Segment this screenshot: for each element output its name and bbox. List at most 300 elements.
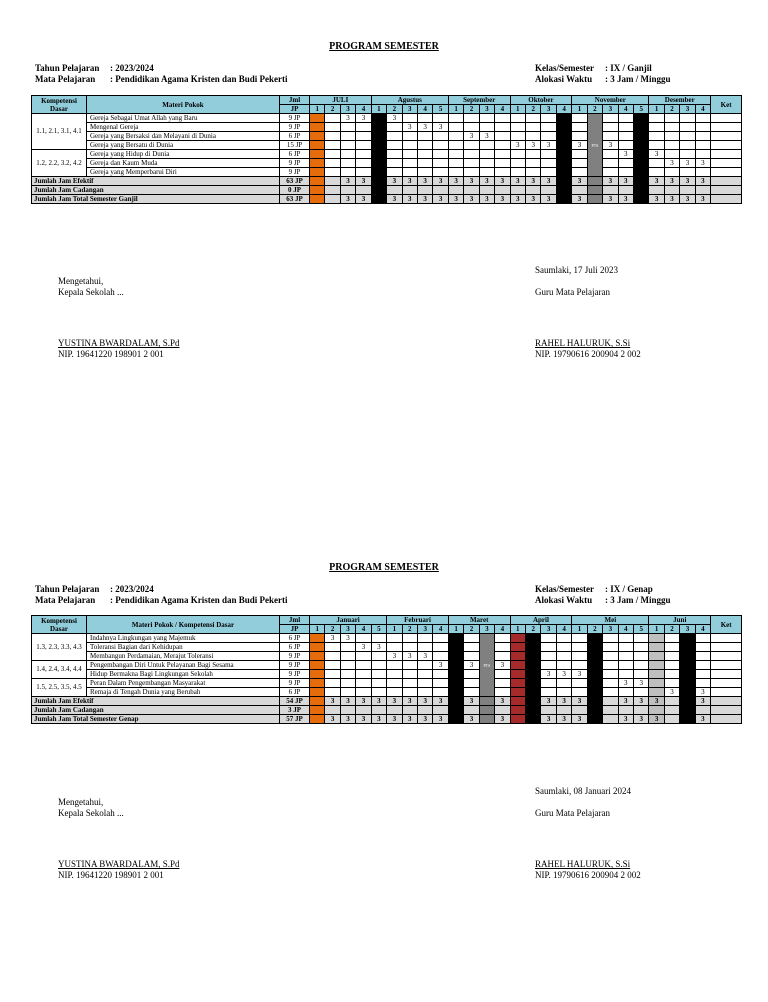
mapel-value: : Pendidikan Agama Kristen dan Budi Pekerti bbox=[110, 595, 288, 605]
week-cell: 3 bbox=[495, 195, 510, 204]
week-cell bbox=[695, 706, 710, 715]
week-cell bbox=[633, 159, 648, 168]
teacher-nip: NIP. 19790616 200904 2 002 bbox=[535, 349, 641, 359]
week-cell bbox=[541, 688, 556, 697]
week-cell bbox=[387, 634, 402, 643]
week-cell bbox=[402, 186, 417, 195]
month-header: Agustus bbox=[371, 96, 448, 105]
teacher-name: RAHEL HALURUK, S.Si bbox=[535, 859, 631, 869]
week-number: 1 bbox=[649, 105, 664, 114]
month-header: September bbox=[448, 96, 510, 105]
week-cell bbox=[310, 186, 325, 195]
week-cell bbox=[695, 670, 710, 679]
week-cell bbox=[433, 643, 448, 652]
ket-cell bbox=[711, 688, 742, 697]
week-cell bbox=[448, 141, 463, 150]
tahun-value: : 2023/2024 bbox=[110, 584, 154, 594]
week-cell bbox=[556, 688, 571, 697]
week-cell bbox=[603, 168, 618, 177]
week-cell bbox=[572, 679, 587, 688]
week-cell bbox=[448, 114, 463, 123]
week-cell bbox=[664, 643, 679, 652]
week-cell: 3 bbox=[556, 697, 571, 706]
week-cell: 3 bbox=[664, 688, 679, 697]
week-cell bbox=[387, 150, 402, 159]
meta-left-genap bbox=[35, 584, 288, 606]
week-cell bbox=[325, 706, 340, 715]
week-cell: 3 bbox=[356, 643, 371, 652]
week-cell: 3 bbox=[587, 715, 602, 724]
week-cell bbox=[433, 688, 448, 697]
week-cell bbox=[603, 159, 618, 168]
week-number: 1 bbox=[572, 105, 587, 114]
week-cell bbox=[433, 186, 448, 195]
week-number: 2 bbox=[526, 105, 541, 114]
week-cell bbox=[695, 661, 710, 670]
week-cell: 3 bbox=[587, 697, 602, 706]
week-cell bbox=[541, 643, 556, 652]
alokasi-label: Alokasi Waktu bbox=[535, 74, 593, 84]
summary-label: Jumlah Jam Efektif bbox=[32, 697, 280, 706]
week-cell: 3 bbox=[417, 177, 432, 186]
week-cell: 3 bbox=[418, 652, 433, 661]
ket-cell bbox=[711, 132, 742, 141]
table-row bbox=[32, 652, 742, 661]
week-cell bbox=[572, 123, 587, 132]
signature-teacher-genap bbox=[535, 786, 641, 881]
jp-cell: 6 JP bbox=[280, 150, 310, 159]
week-cell bbox=[541, 634, 556, 643]
week-cell bbox=[572, 643, 587, 652]
week-cell: 3 bbox=[556, 670, 571, 679]
header-kompetensi-dasar: Kompetensi Dasar bbox=[32, 96, 87, 114]
week-cell bbox=[387, 168, 402, 177]
week-cell bbox=[448, 186, 463, 195]
week-cell: 3 bbox=[649, 177, 664, 186]
week-cell: 3 bbox=[695, 715, 710, 724]
week-cell bbox=[526, 670, 541, 679]
week-cell bbox=[402, 706, 417, 715]
week-cell bbox=[387, 679, 402, 688]
week-cell: 3 bbox=[618, 715, 633, 724]
week-cell: 3 bbox=[541, 670, 556, 679]
week-cell bbox=[649, 186, 664, 195]
week-cell bbox=[603, 706, 618, 715]
sign-role-teacher: Guru Mata Pelajaran bbox=[535, 287, 610, 297]
week-cell bbox=[603, 697, 618, 706]
week-cell bbox=[310, 195, 325, 204]
week-number: 2 bbox=[664, 105, 679, 114]
week-cell bbox=[464, 114, 479, 123]
week-cell bbox=[387, 123, 402, 132]
ket-cell bbox=[711, 159, 742, 168]
week-cell bbox=[603, 679, 618, 688]
week-cell: 3 bbox=[479, 132, 494, 141]
week-cell bbox=[541, 168, 556, 177]
week-number: 4 bbox=[356, 625, 371, 634]
kd-cell: 1.5, 2.5, 3.5, 4.5 bbox=[32, 679, 87, 697]
week-cell bbox=[479, 706, 494, 715]
week-cell bbox=[464, 159, 479, 168]
week-cell: 3 bbox=[433, 661, 448, 670]
week-cell bbox=[603, 643, 618, 652]
week-cell bbox=[402, 159, 417, 168]
week-cell bbox=[325, 670, 340, 679]
summary-jp: 57 JP bbox=[280, 715, 310, 724]
week-cell bbox=[572, 159, 587, 168]
week-cell bbox=[618, 643, 633, 652]
header-kompetensi-dasar: Kompetensi Dasar bbox=[32, 616, 87, 634]
week-cell bbox=[387, 706, 402, 715]
week-cell bbox=[310, 177, 325, 186]
week-cell bbox=[556, 141, 571, 150]
week-number: 5 bbox=[633, 625, 648, 634]
week-cell: 3 bbox=[464, 697, 479, 706]
week-cell bbox=[618, 114, 633, 123]
week-cell bbox=[448, 679, 463, 688]
materi-cell: Membangun Perdamaian, Merajut Toleransi bbox=[87, 652, 280, 661]
week-cell bbox=[356, 168, 371, 177]
week-cell: 3 bbox=[433, 123, 448, 132]
week-cell bbox=[633, 670, 648, 679]
week-cell bbox=[402, 168, 417, 177]
week-cell: 3 bbox=[572, 715, 587, 724]
week-cell bbox=[649, 114, 664, 123]
sign-mengetahui: Mengetahui, bbox=[58, 797, 104, 807]
week-cell bbox=[371, 177, 386, 186]
week-cell bbox=[387, 132, 402, 141]
week-number: 3 bbox=[402, 105, 417, 114]
week-cell bbox=[464, 652, 479, 661]
week-number: 3 bbox=[603, 105, 618, 114]
week-cell bbox=[664, 123, 679, 132]
week-cell: 3 bbox=[417, 123, 432, 132]
week-cell bbox=[618, 123, 633, 132]
table-row bbox=[32, 634, 742, 643]
week-cell bbox=[433, 679, 448, 688]
signature-teacher-ganjil bbox=[535, 265, 641, 360]
tahun-value: : 2023/2024 bbox=[110, 63, 154, 73]
ket-cell bbox=[711, 634, 742, 643]
summary-label: Jumlah Jam Total Semester Genap bbox=[32, 715, 280, 724]
meta-left-ganjil bbox=[35, 63, 288, 85]
week-cell bbox=[618, 706, 633, 715]
week-cell bbox=[510, 715, 525, 724]
ket-cell bbox=[711, 679, 742, 688]
week-cell bbox=[633, 141, 648, 150]
week-cell: 3 bbox=[526, 177, 541, 186]
week-cell bbox=[680, 150, 695, 159]
week-cell bbox=[510, 643, 525, 652]
week-cell bbox=[664, 186, 679, 195]
summary-label: Jumlah Jam Cadangan bbox=[32, 706, 280, 715]
table-row bbox=[32, 643, 742, 652]
sign-mengetahui: Mengetahui, bbox=[58, 276, 104, 286]
week-cell bbox=[649, 679, 664, 688]
month-header: Oktober bbox=[510, 96, 572, 105]
week-cell: 3 bbox=[340, 177, 355, 186]
week-cell bbox=[649, 643, 664, 652]
week-cell bbox=[448, 643, 463, 652]
week-cell bbox=[603, 114, 618, 123]
week-cell: 3 bbox=[572, 697, 587, 706]
week-cell bbox=[510, 652, 525, 661]
week-number: 3 bbox=[680, 105, 695, 114]
week-cell bbox=[603, 186, 618, 195]
ket-cell bbox=[711, 150, 742, 159]
week-cell bbox=[664, 679, 679, 688]
week-cell: 3 bbox=[572, 177, 587, 186]
week-cell bbox=[633, 150, 648, 159]
week-cell: 3 bbox=[695, 697, 710, 706]
week-cell bbox=[464, 186, 479, 195]
week-cell: 3 bbox=[387, 652, 402, 661]
week-cell bbox=[418, 706, 433, 715]
week-number: 5 bbox=[433, 105, 448, 114]
week-cell bbox=[325, 688, 340, 697]
week-cell bbox=[448, 715, 463, 724]
week-number: 1 bbox=[448, 625, 463, 634]
month-header: Maret bbox=[448, 616, 510, 625]
week-cell bbox=[556, 661, 571, 670]
week-cell bbox=[633, 661, 648, 670]
week-cell bbox=[433, 159, 448, 168]
week-cell: 3 bbox=[464, 715, 479, 724]
month-header: Juni bbox=[649, 616, 711, 625]
week-cell bbox=[526, 652, 541, 661]
week-number: 1 bbox=[387, 625, 402, 634]
week-cell bbox=[356, 679, 371, 688]
week-cell bbox=[649, 706, 664, 715]
week-cell: 3 bbox=[526, 195, 541, 204]
week-cell: 3 bbox=[633, 177, 648, 186]
week-cell: 3 bbox=[448, 177, 463, 186]
week-cell: 3 bbox=[402, 715, 417, 724]
week-cell bbox=[649, 141, 664, 150]
week-number: 3 bbox=[541, 105, 556, 114]
week-cell bbox=[371, 652, 386, 661]
week-cell bbox=[587, 634, 602, 643]
week-cell bbox=[649, 661, 664, 670]
week-cell bbox=[448, 706, 463, 715]
week-cell bbox=[664, 652, 679, 661]
ket-cell bbox=[711, 177, 742, 186]
week-cell bbox=[387, 186, 402, 195]
week-cell: 3 bbox=[418, 697, 433, 706]
week-cell: 3 bbox=[464, 177, 479, 186]
week-number: 3 bbox=[541, 625, 556, 634]
jp-cell: 15 JP bbox=[280, 141, 310, 150]
header-jml: Jml bbox=[280, 96, 310, 105]
week-cell: 3 bbox=[418, 715, 433, 724]
ket-cell bbox=[711, 114, 742, 123]
week-cell bbox=[495, 132, 510, 141]
ket-cell bbox=[711, 195, 742, 204]
week-cell bbox=[340, 159, 355, 168]
week-cell bbox=[603, 715, 618, 724]
week-cell bbox=[664, 670, 679, 679]
week-cell bbox=[356, 123, 371, 132]
week-cell bbox=[325, 123, 340, 132]
week-cell bbox=[418, 634, 433, 643]
week-cell bbox=[541, 132, 556, 141]
week-cell: 3 bbox=[649, 195, 664, 204]
week-cell bbox=[526, 706, 541, 715]
week-number: 2 bbox=[464, 105, 479, 114]
week-number: 3 bbox=[680, 625, 695, 634]
week-cell bbox=[633, 168, 648, 177]
week-cell bbox=[448, 159, 463, 168]
week-cell bbox=[572, 634, 587, 643]
week-cell bbox=[402, 679, 417, 688]
week-cell bbox=[387, 670, 402, 679]
week-cell bbox=[340, 652, 355, 661]
jp-cell: 6 JP bbox=[280, 643, 310, 652]
week-cell: 3 bbox=[402, 177, 417, 186]
materi-cell: Gereja yang Hidup di Dunia bbox=[87, 150, 280, 159]
week-cell bbox=[418, 643, 433, 652]
materi-cell: Gereja yang Bersatu di Dunia bbox=[87, 141, 280, 150]
week-cell: 3 bbox=[618, 177, 633, 186]
sign-role-principal: Kepala Sekolah ... bbox=[58, 808, 124, 818]
week-cell bbox=[618, 132, 633, 141]
week-cell bbox=[340, 706, 355, 715]
week-cell bbox=[402, 688, 417, 697]
week-cell bbox=[371, 186, 386, 195]
week-cell bbox=[633, 186, 648, 195]
week-cell bbox=[526, 715, 541, 724]
kd-cell: 1.4, 2.4, 3.4, 4.4 bbox=[32, 661, 87, 679]
week-cell bbox=[479, 123, 494, 132]
week-cell bbox=[680, 697, 695, 706]
week-cell bbox=[495, 679, 510, 688]
week-cell bbox=[310, 643, 325, 652]
week-cell: 3 bbox=[541, 697, 556, 706]
week-cell bbox=[340, 132, 355, 141]
week-cell bbox=[664, 150, 679, 159]
week-cell bbox=[448, 123, 463, 132]
week-cell: 3 bbox=[356, 177, 371, 186]
week-cell: 3 bbox=[479, 195, 494, 204]
materi-cell: Peran Dalam Pengembangan Masyarakat bbox=[87, 679, 280, 688]
week-cell bbox=[680, 688, 695, 697]
week-cell bbox=[556, 706, 571, 715]
week-cell bbox=[510, 123, 525, 132]
week-cell bbox=[633, 706, 648, 715]
week-cell bbox=[572, 132, 587, 141]
schedule-table-ganjil bbox=[31, 95, 742, 204]
week-number: 4 bbox=[618, 105, 633, 114]
week-cell: 3 bbox=[433, 697, 448, 706]
week-cell bbox=[417, 132, 432, 141]
week-number: 1 bbox=[310, 105, 325, 114]
week-cell bbox=[340, 141, 355, 150]
week-cell: 3 bbox=[633, 679, 648, 688]
week-cell bbox=[448, 634, 463, 643]
ket-cell bbox=[711, 123, 742, 132]
week-cell: 3 bbox=[387, 195, 402, 204]
week-cell bbox=[526, 679, 541, 688]
week-cell bbox=[464, 679, 479, 688]
materi-cell: Gereja yang Bersaksi dan Melayani di Dunia bbox=[87, 132, 280, 141]
week-cell: 3 bbox=[541, 177, 556, 186]
week-cell bbox=[325, 132, 340, 141]
week-cell bbox=[526, 688, 541, 697]
summary-row bbox=[32, 706, 742, 715]
week-cell bbox=[356, 688, 371, 697]
week-number: 2 bbox=[526, 625, 541, 634]
jp-cell: 9 JP bbox=[280, 661, 310, 670]
week-number: 4 bbox=[433, 625, 448, 634]
week-cell: 3 bbox=[649, 715, 664, 724]
table-row bbox=[32, 141, 742, 150]
week-cell bbox=[325, 168, 340, 177]
week-cell: 3 bbox=[510, 177, 525, 186]
week-number: 4 bbox=[356, 105, 371, 114]
header-jp: JP bbox=[280, 105, 310, 114]
week-cell bbox=[510, 634, 525, 643]
week-cell bbox=[433, 132, 448, 141]
week-cell bbox=[680, 168, 695, 177]
week-number: 2 bbox=[325, 105, 340, 114]
week-cell bbox=[603, 652, 618, 661]
week-cell bbox=[479, 150, 494, 159]
week-cell bbox=[310, 715, 325, 724]
week-cell bbox=[633, 114, 648, 123]
week-cell: 3 bbox=[495, 661, 510, 670]
week-cell bbox=[541, 186, 556, 195]
week-cell bbox=[433, 168, 448, 177]
week-cell: 3 bbox=[664, 195, 679, 204]
summary-row bbox=[32, 697, 742, 706]
pts-label: PTS bbox=[591, 142, 599, 148]
ket-cell bbox=[711, 186, 742, 195]
week-cell: 3 bbox=[356, 715, 371, 724]
header-jp: JP bbox=[280, 625, 310, 634]
week-cell bbox=[556, 643, 571, 652]
week-cell: 3 bbox=[572, 670, 587, 679]
week-cell bbox=[680, 670, 695, 679]
week-cell bbox=[464, 688, 479, 697]
week-cell: 3 bbox=[340, 715, 355, 724]
week-cell bbox=[371, 634, 386, 643]
week-cell bbox=[448, 697, 463, 706]
week-cell bbox=[526, 643, 541, 652]
week-cell: 3 bbox=[695, 688, 710, 697]
week-cell bbox=[510, 697, 525, 706]
week-cell bbox=[572, 652, 587, 661]
week-cell bbox=[556, 150, 571, 159]
week-cell bbox=[340, 688, 355, 697]
table-row bbox=[32, 670, 742, 679]
week-cell bbox=[603, 123, 618, 132]
week-number: 3 bbox=[479, 625, 494, 634]
week-cell bbox=[417, 168, 432, 177]
table-row bbox=[32, 150, 742, 159]
week-cell: 3 bbox=[387, 697, 402, 706]
week-cell bbox=[664, 706, 679, 715]
week-cell bbox=[680, 141, 695, 150]
week-cell: 3 bbox=[495, 177, 510, 186]
week-cell bbox=[310, 652, 325, 661]
week-cell: 3 bbox=[695, 159, 710, 168]
week-cell: 3 bbox=[587, 679, 602, 688]
week-cell bbox=[340, 186, 355, 195]
week-cell: 3 bbox=[495, 715, 510, 724]
week-cell bbox=[618, 652, 633, 661]
week-cell: 3 bbox=[356, 114, 371, 123]
week-cell bbox=[356, 132, 371, 141]
